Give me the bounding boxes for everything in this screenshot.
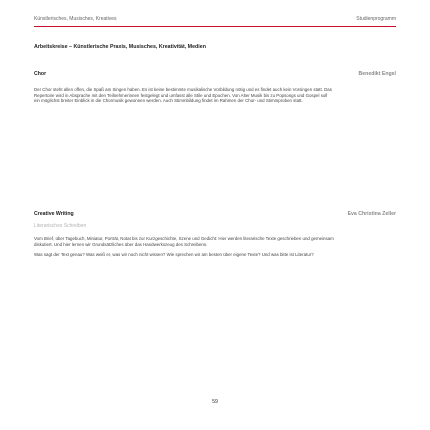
header-divider [34, 26, 396, 27]
header-program: Studienprogramm [356, 16, 396, 22]
course-title: Creative Writing [34, 211, 74, 217]
course-chor [34, 71, 396, 104]
course-subtitle: Literarisches Schreiben [34, 223, 87, 229]
course-description: Was sagt der Text genau? Was weiß er, was wir noch nicht wissen? Wie sprechen wir am besten über eigene Texte? Und was bitte ist Literatur? [34, 252, 314, 258]
section-title: Arbeitskreise – Künstlerische Praxis, Musisches, Kreativität, Medien [34, 44, 206, 50]
course-creative-writing [34, 211, 396, 258]
course-lecturer: Eva Christina Zeller [347, 211, 396, 217]
course-header [34, 211, 396, 221]
running-header [34, 16, 396, 26]
course-lecturer: Benedikt Engel [358, 71, 396, 77]
course-header [34, 71, 396, 81]
course-description: Vom Brief, über Tagebuch, Miniatur, Porträt, Notat bis zur Kurzgeschichte, Szene und Gedicht: Hier werden literarische Texte geschrieben und gemeinsam diskutiert. Und hier lernen wir Grundsätzliches über das Handwerkszeug des Schreibens. [34, 236, 334, 247]
course-title: Chor [34, 71, 47, 77]
page-number: 59 [212, 399, 218, 405]
course-description: Der Chor steht allen offen, die Spaß am Singen haben. Es ist keine bestimmte musikalische Vorbildung nötig und es findet auch kein Vorsingen statt. Das Repertoire wird in Absprache mit den Teilnehmerinnen festgelegt und umfasst alle Stile und Epochen. Von Alter Musik bis zu Popsongs und Gospel soll ein möglichst breiter Einblick in die Chormusik gewonnen werden. Auch Stimmbildung findet im Rahmen der Chor- und Stimmproben statt. [34, 87, 332, 104]
header-category: Künstlerisches, Musisches, Kreatives [34, 16, 117, 22]
